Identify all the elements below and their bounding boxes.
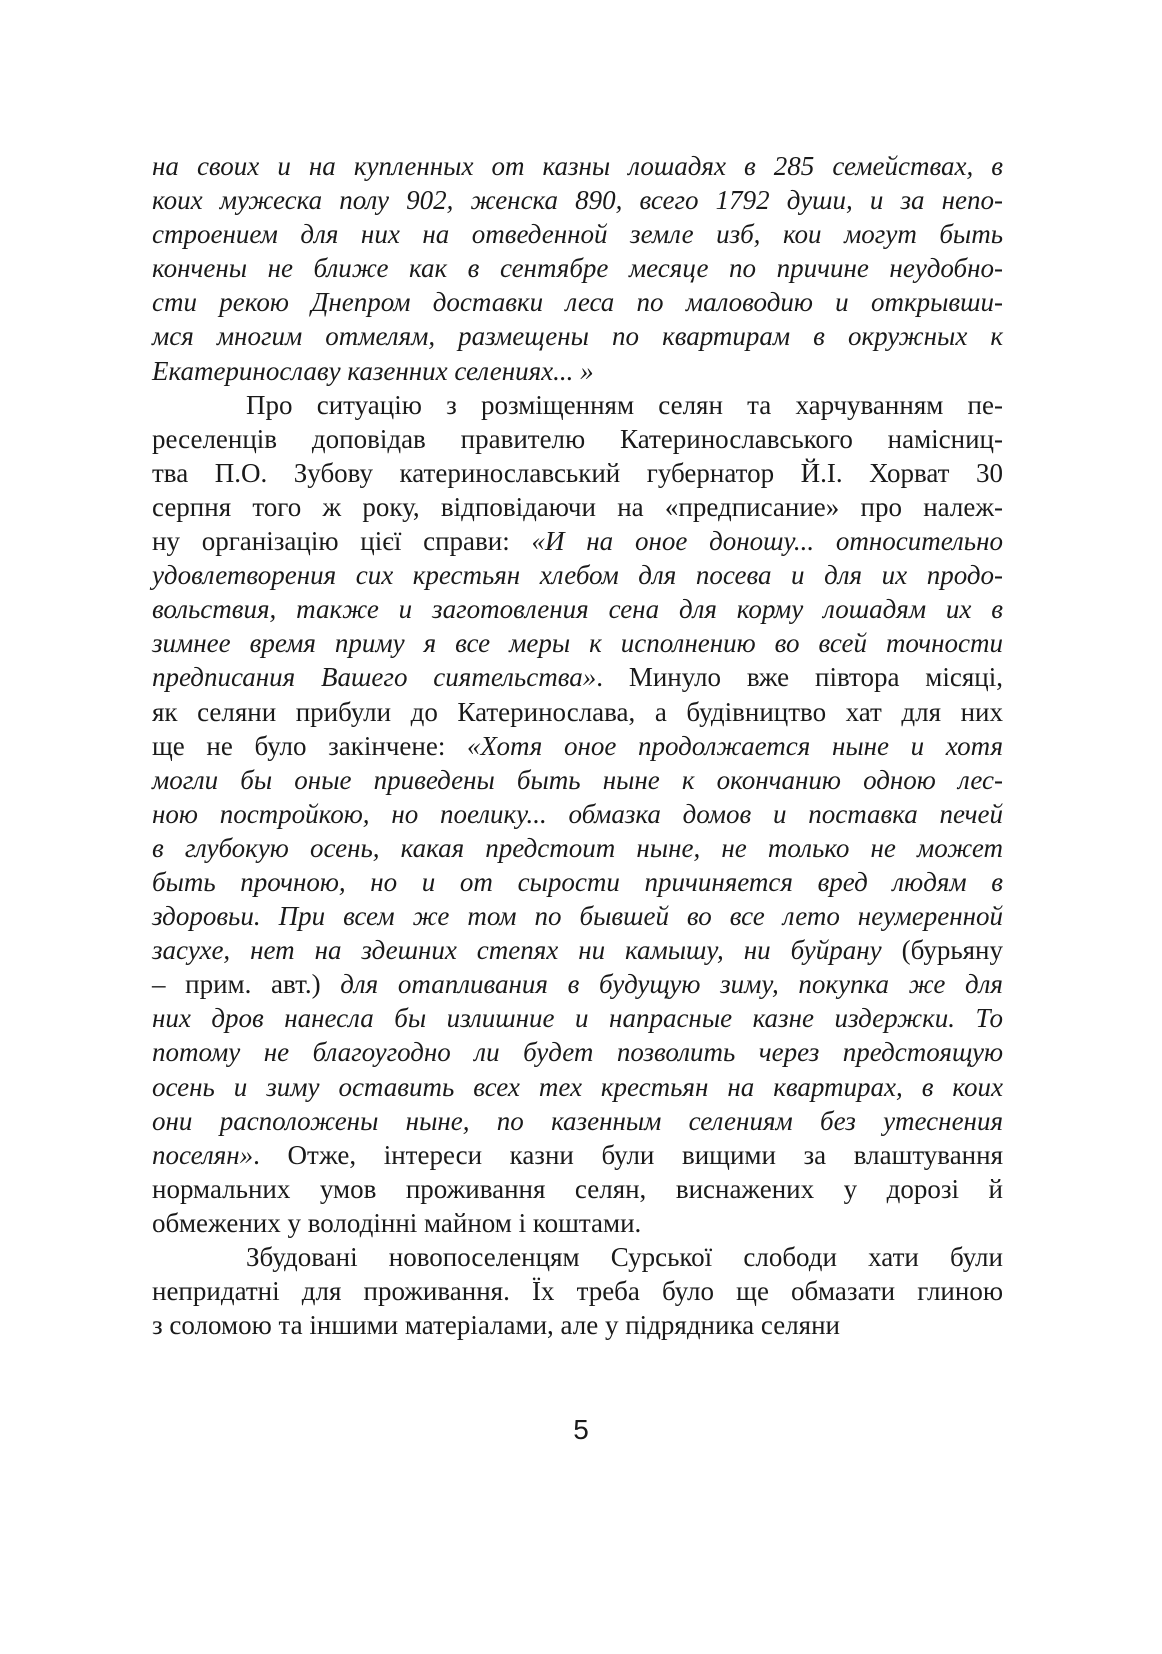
body-text-segment: реселенців доповідав правителю Катеринославського намісниц- (152, 423, 1003, 454)
quoted-text: засухе, нет на здешних степях ни камышу, ни буйрану (152, 935, 882, 966)
text-line (152, 319, 1003, 353)
text-line (152, 388, 1003, 422)
quoted-text: ною постройкою, но поелику... обмазка домов и поставка печей (152, 798, 1003, 829)
quoted-text: здоровьи. При всем же том по бывшей во все лето неумеренной (152, 901, 1003, 932)
text-line (152, 865, 1003, 899)
text-line (152, 967, 1003, 1001)
text-line (152, 933, 1003, 967)
text-line (152, 1104, 1003, 1138)
text-line (152, 354, 1003, 388)
text-line (152, 217, 1003, 251)
page-number: 5 (573, 1414, 589, 1445)
text-line (152, 1070, 1003, 1104)
quoted-text: в глубокую осень, какая предстоит ныне, не только не может (152, 832, 1003, 863)
text-line (152, 899, 1003, 933)
text-line (152, 1308, 1003, 1342)
body-text-segment: . Минуло вже півтора місяці, (596, 662, 1004, 693)
quoted-text: осень и зиму оставить всех тех крестьян на квартирах, в коих (152, 1071, 1003, 1102)
text-line (152, 1001, 1003, 1035)
quoted-text: «Хотя оное продолжается ныне и хотя (467, 730, 1004, 761)
text-line (152, 183, 1003, 217)
text-line (152, 285, 1003, 319)
text-line (152, 695, 1003, 729)
text-line (152, 490, 1003, 524)
quoted-text: быть прочною, но и от сырости причиняется вред людям в (152, 866, 1003, 897)
text-line (152, 1035, 1003, 1069)
paragraph-paragraph-situation (152, 388, 1003, 1240)
quoted-text: них дров нанесла бы излишние и напрасные казне издержки. То (152, 1003, 1003, 1034)
text-line (152, 763, 1003, 797)
quoted-text: потому не благоугодно ли будет позволить через предстоящую (152, 1037, 1003, 1068)
text-line (152, 1274, 1003, 1308)
body-text-segment: . Отже, інтереси казни були вищими за влаштування (253, 1139, 1003, 1170)
quoted-text: сти рекою Днепром доставки леса по маловодию и открывши- (152, 287, 1003, 318)
body-text-segment: нормальних умов проживання селян, виснажених у дорозі й (152, 1173, 1003, 1204)
quoted-text: поселян» (152, 1139, 254, 1170)
text-line (152, 660, 1003, 694)
body-text-segment: обмежених у володінні майном і коштами. (152, 1207, 642, 1238)
quoted-text: коих мужеска полу 902, женска 890, всего 1792 души, и за непо- (152, 185, 1003, 216)
text-line (152, 1172, 1003, 1206)
text-line (152, 797, 1003, 831)
body-text-segment: з соломою та іншими матеріалами, але у підрядника селяни (152, 1310, 840, 1341)
body-text-segment: як селяни прибули до Катеринослава, а будівництво хат для них (152, 696, 1003, 727)
text-line (152, 558, 1003, 592)
body-text-segment: Про ситуацію з розміщенням селян та харчуванням пе- (246, 389, 1003, 420)
text-line (152, 1138, 1003, 1172)
quoted-text: зимнее время приму я все меры к исполнению во всей точности (152, 628, 1003, 659)
paragraph-paragraph-houses (152, 1240, 1003, 1342)
text-line (152, 422, 1003, 456)
text-line (152, 626, 1003, 660)
quoted-text: на своих и на купленных от казны лошадях в 285 семействах, в (152, 151, 1003, 181)
text-line (152, 831, 1003, 865)
quoted-text: мся многим отмелям, размещены по квартирам в окружных к (152, 321, 1003, 352)
body-text-segment: непридатні для проживання. Їх треба було ще обмазати глиною (152, 1276, 1003, 1307)
body-text-segment: ще не було закінчене: (152, 730, 467, 761)
text-line (152, 524, 1003, 558)
quoted-text: предписания Вашего сиятельства» (152, 662, 597, 693)
quoted-text: кончены не ближе как в сентябре месяце по причине неудобно- (152, 253, 1003, 284)
body-text (152, 149, 1003, 1342)
quoted-text: могли бы оные приведены быть ныне к окончанию одною лес- (152, 764, 1003, 795)
text-line (152, 1240, 1003, 1274)
body-text-segment: серпня того ж року, відповідаючи на «предписание» про належ- (152, 491, 1003, 522)
text-line (152, 1206, 1003, 1240)
quoted-text: они расположены ныне, по казенным селениям без утеснения (152, 1105, 1003, 1136)
text-line (152, 592, 1003, 626)
quoted-text: для отапливания в будущую зиму, покупка же для (340, 969, 1003, 1000)
quoted-text: Екатеринославу казенних селениях... » (152, 355, 594, 386)
body-text-segment: Збудовані новопоселенцям Сурської слободи хати були (246, 1242, 1003, 1272)
body-text-segment: тва П.О. Зубову катеринославський губернатор Й.І. Хорват 30 (152, 457, 1003, 488)
body-text-segment: – прим. авт.) (152, 969, 341, 1000)
quoted-text: строением для них на отведенной земле изб, кои могут быть (152, 219, 1003, 250)
text-line (152, 149, 1003, 183)
text-line (152, 456, 1003, 490)
quoted-text: вольствия, также и заготовления сена для корму лошадям их в (152, 594, 1003, 625)
body-text-segment: ну організацію цієї справи: (152, 526, 532, 557)
paragraph-quote-continuation (152, 149, 1003, 388)
text-line (152, 251, 1003, 285)
text-line (152, 729, 1003, 763)
quoted-text: удовлетворения сих крестьян хлебом для посева и для их продо- (152, 560, 1003, 591)
body-text-segment: (бурьяну (881, 935, 1003, 966)
quoted-text: «И на оное доношу... относительно (531, 526, 1003, 557)
